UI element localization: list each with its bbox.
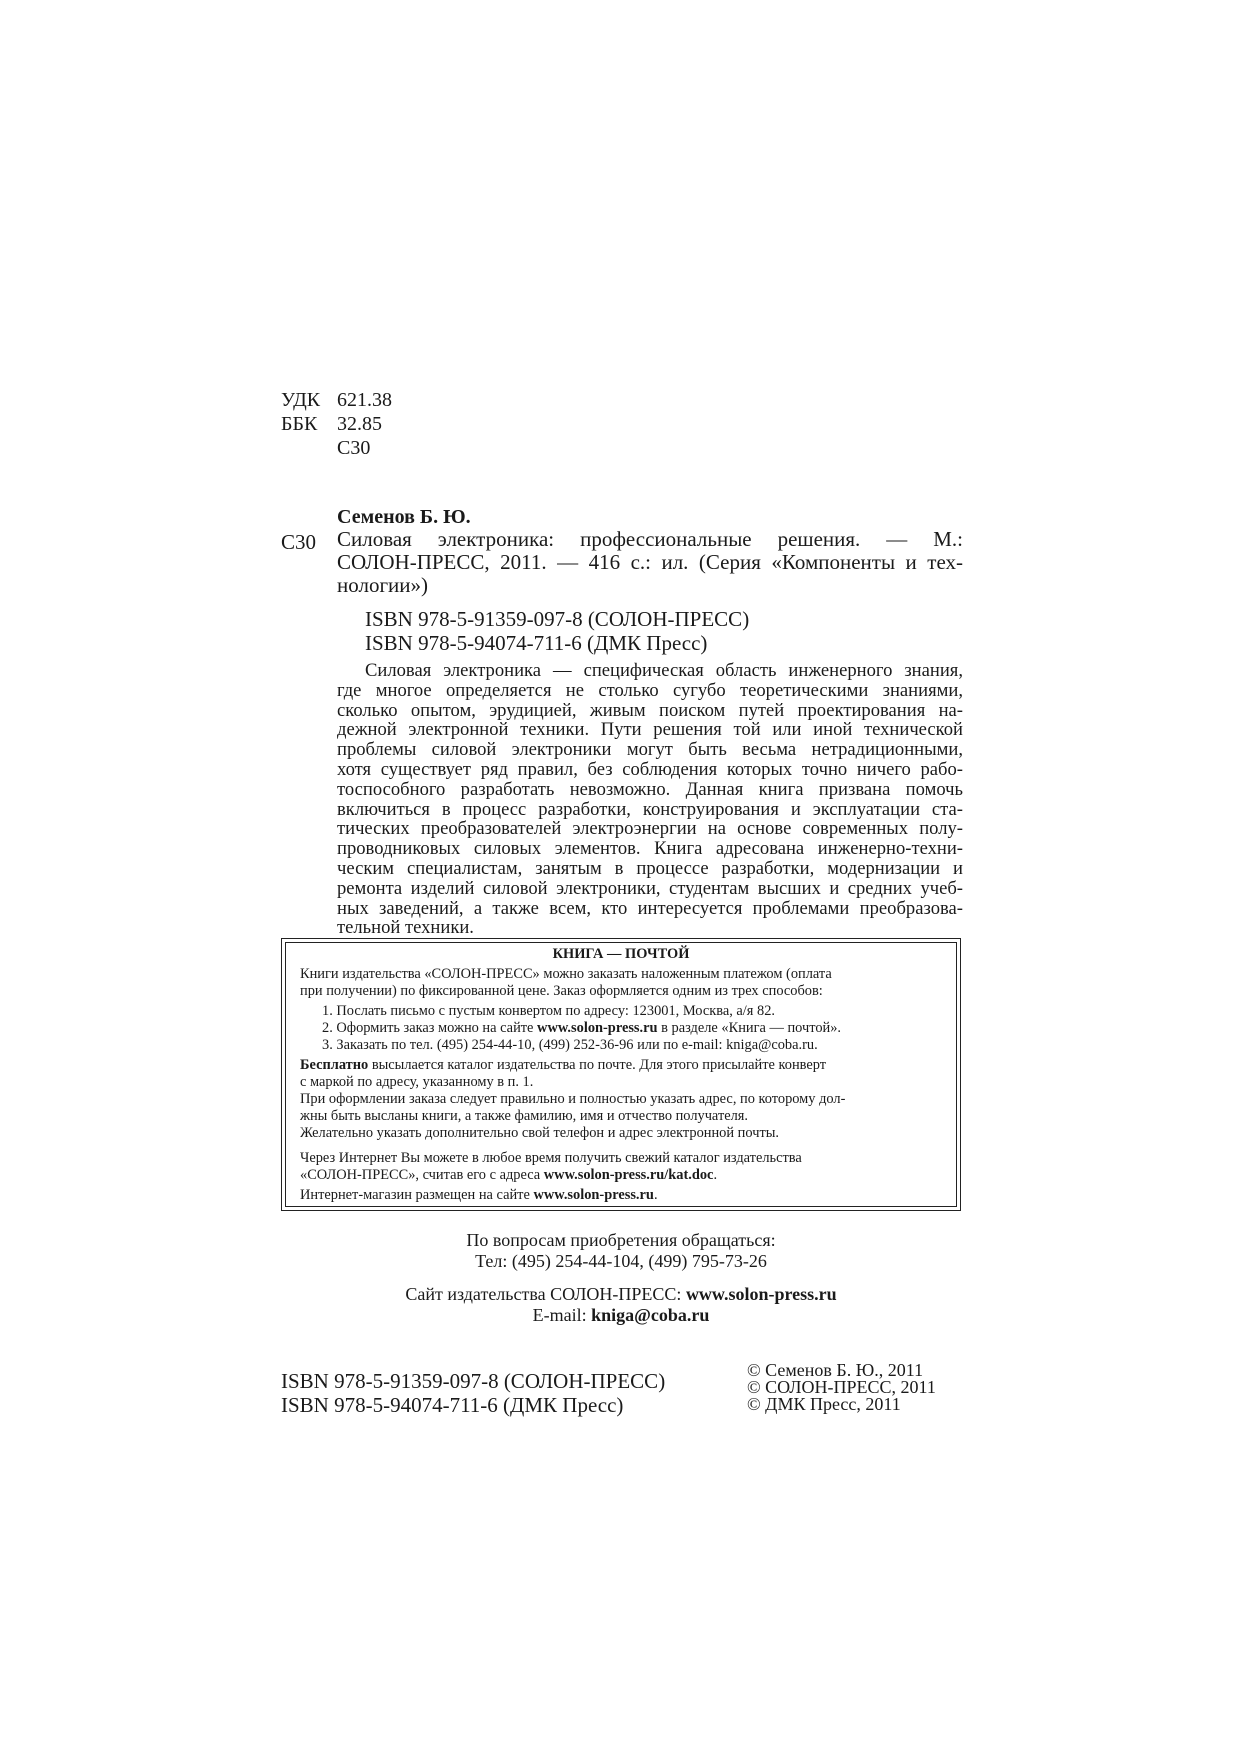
bbk-value: 32.85 — [337, 413, 382, 435]
annotation-line: сколько опытом, эрудицией, живым поиском путей проектирования на- — [337, 699, 963, 721]
annotation-line: Силовая электроника — специфическая область инженерного знания, — [365, 660, 963, 681]
udk-value: 621.38 — [337, 389, 392, 411]
order-intro-line: Книги издательства «СОЛОН-ПРЕСС» можно заказать наложенным платежом (оплата — [300, 966, 832, 982]
order-note-line: жны быть высланы книги, а также фамилию, имя и отчество получателя. — [300, 1108, 749, 1124]
copyright-line: © Семенов Б. Ю., 2011 — [747, 1360, 924, 1380]
annotation-line: где многое определяется не столько сугубо теоретическими знаниями, — [337, 679, 963, 701]
annotation-line: тельной техники. — [337, 917, 474, 939]
free-catalog-line — [300, 1057, 826, 1073]
annotation-line: тоспособного разработать невозможно. Данная книга призвана помочь — [337, 778, 963, 800]
record-isbn-list — [365, 607, 749, 655]
annotation-line: ремонта изделий силовой электроники, студентам высших и средних учеб- — [337, 877, 963, 899]
online-shop-line — [300, 1187, 658, 1203]
internet-catalog-line: Через Интернет Вы можете в любое время получить свежий каталог издательства — [300, 1150, 802, 1166]
footer-isbn: ISBN 978-5-94074-711-6 (ДМК Пресс) — [281, 1393, 624, 1417]
internet-catalog-line-2 — [300, 1167, 717, 1183]
internet-catalog-text: «СОЛОН-ПРЕСС», считав его с адреса — [300, 1167, 544, 1183]
udk-label: УДК — [281, 389, 321, 411]
annotation-line: дежной электронной техники. Пути решения той или иной технической — [337, 719, 963, 741]
order-way-2-text: 2. Оформить заказ можно на сайте — [322, 1020, 538, 1036]
record-author: Семенов Б. Ю. — [337, 506, 471, 528]
copyright-line: © СОЛОН-ПРЕСС, 2011 — [747, 1377, 936, 1397]
online-shop-text: Интернет-магазин размещен на сайте — [300, 1187, 534, 1203]
author-sign: С30 — [337, 437, 371, 459]
order-box-title: КНИГА — ПОЧТОЙ — [552, 946, 690, 962]
copyright-line: © ДМК Пресс, 2011 — [747, 1394, 901, 1414]
annotation-line: проводниковых силовых элементов. Книга адресована инженерно-техни- — [337, 838, 963, 860]
publisher-site-label: Сайт издательства СОЛОН-ПРЕСС: — [405, 1284, 686, 1304]
publisher-email-label: E-mail: — [532, 1305, 592, 1325]
annotation-line: хотя существует ряд правил, без соблюдения которых точно ничего рабо- — [337, 758, 963, 780]
annotation-paragraph — [337, 661, 963, 938]
order-intro-line: при получении) по фиксированной цене. Заказ оформляется одним из трех способов: — [300, 983, 823, 999]
order-way-2 — [322, 1020, 841, 1036]
record-isbn: ISBN 978-5-94074-711-6 (ДМК Пресс) — [365, 631, 708, 655]
record-line: Силовая электроника: профессиональные решения. — М.: — [337, 527, 963, 551]
free-catalog-text: высылается каталог издательства по почте. Для этого присылайте конверт — [368, 1057, 827, 1073]
annotation-line: тических преобразователей электроэнергии на основе современных полу- — [337, 818, 963, 840]
record-code: С30 — [281, 530, 317, 554]
purchase-contact: По вопросам приобретения обращаться: — [466, 1230, 776, 1250]
purchase-phones: Тел: (495) 254-44-104, (499) 795-73-26 — [475, 1251, 767, 1271]
record-line: СОЛОН-ПРЕСС, 2011. — 416 с.: ил. (Серия «Компоненты и тех- — [337, 550, 963, 574]
free-catalog-bold: Бесплатно — [300, 1057, 369, 1073]
publisher-email-line — [281, 1305, 961, 1326]
record-description — [337, 528, 963, 597]
record-isbn: ISBN 978-5-91359-097-8 (СОЛОН-ПРЕСС) — [365, 607, 750, 631]
order-way-2-tail: в разделе «Книга — почтой». — [657, 1020, 842, 1036]
annotation-line: проблемы силовой электроники могут быть весьма нетрадиционными, — [337, 739, 963, 761]
online-shop-link[interactable]: www.solon-press.ru — [533, 1187, 654, 1203]
online-shop-tail: . — [653, 1187, 658, 1203]
order-way-3: 3. Заказать по тел. (495) 254-44-10, (499) 252-36-96 или по e-mail: kniga@coba.ru. — [322, 1037, 818, 1053]
bbk-label: ББК — [281, 413, 318, 435]
internet-catalog-tail: . — [713, 1167, 718, 1183]
order-site-link[interactable]: www.solon-press.ru — [537, 1020, 658, 1036]
free-catalog-line-2: с маркой по адресу, указанному в п. 1. — [300, 1074, 534, 1090]
publisher-site-line — [281, 1284, 961, 1305]
annotation-line: включиться в процесс разработки, конструирования и эксплуатации ста- — [337, 798, 963, 820]
annotation-line: ческим специалистам, занятым в процессе разработки, модернизации и — [337, 857, 963, 879]
footer-isbn: ISBN 978-5-91359-097-8 (СОЛОН-ПРЕСС) — [281, 1369, 666, 1393]
record-line: нологии») — [337, 573, 429, 597]
publisher-email-link[interactable]: kniga@coba.ru — [591, 1305, 710, 1325]
publisher-site-link[interactable]: www.solon-press.ru — [685, 1284, 837, 1304]
order-way-1: 1. Послать письмо с пустым конвертом по адресу: 123001, Москва, а/я 82. — [322, 1003, 775, 1019]
order-note-line: Желательно указать дополнительно свой телефон и адрес электронной почты. — [300, 1125, 779, 1141]
annotation-line: ных заведений, а также всем, кто интересуется проблемами преобразова- — [337, 897, 963, 919]
order-note-line: При оформлении заказа следует правильно и полностью указать адрес, по которому дол- — [300, 1091, 846, 1107]
catalog-doc-link[interactable]: www.solon-press.ru/kat.doc — [543, 1167, 714, 1183]
